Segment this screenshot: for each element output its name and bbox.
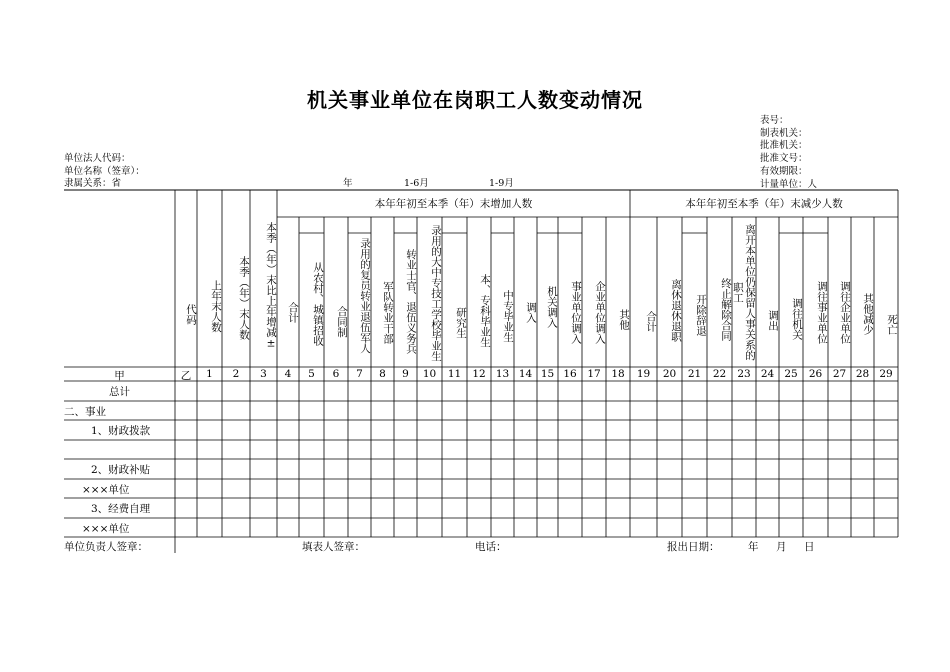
column-header: 从农村、城镇招收 xyxy=(312,262,324,346)
index-row-cell: 9 xyxy=(402,368,409,380)
index-row-cell: 23 xyxy=(737,368,751,380)
column-header: 研究生 xyxy=(455,307,467,339)
index-row-cell: 21 xyxy=(687,368,702,380)
page-title: 机关事业单位在岗职工人数变动情况 xyxy=(307,88,643,112)
index-row-cell: 24 xyxy=(760,368,775,380)
period-year: 年 xyxy=(343,178,353,189)
index-row-cell: 16 xyxy=(563,368,577,380)
meta-affiliation: 隶属关系：省 xyxy=(64,178,122,190)
column-header: 录用的复员转业退伍军人 xyxy=(359,237,371,354)
column-header: 离开本单位仍保留人事关系的职工 xyxy=(732,224,756,361)
index-row-cell: 15 xyxy=(540,368,555,380)
row-label: 二、事业 xyxy=(64,406,106,418)
index-row-cell: 12 xyxy=(472,368,486,380)
column-header: 本、专科毕业生 xyxy=(479,273,491,348)
period-q3: 1-9月 xyxy=(489,178,514,189)
column-header: 中专毕业生 xyxy=(502,290,514,343)
row-label: 2、财政补贴 xyxy=(91,464,151,476)
index-row-cell: 乙 xyxy=(180,370,192,382)
decrease-group-header: 本年年初至本季（年）末减少人数 xyxy=(685,198,843,210)
index-row-first: 甲 xyxy=(114,370,125,382)
column-header: 调往企业单位 xyxy=(839,281,851,344)
index-row-cell: 5 xyxy=(308,368,315,380)
footer-year: 年 xyxy=(748,541,759,553)
column-header: 调入 xyxy=(525,302,537,323)
column-header: 离休退休退职 xyxy=(670,279,682,342)
index-row-cell: 10 xyxy=(422,368,437,380)
column-header: 代码 xyxy=(185,303,197,325)
index-row-cell: 20 xyxy=(662,368,677,380)
row-label: ×××单位 xyxy=(82,523,130,535)
index-row-cell: 18 xyxy=(611,368,625,380)
meta-issuer: 制表机关： xyxy=(760,127,808,139)
index-row-cell: 4 xyxy=(284,368,292,380)
meta-form-no: 表号： xyxy=(760,115,789,126)
column-header: 转业士官、退伍义务兵 xyxy=(405,249,417,354)
column-header: 死亡 xyxy=(886,313,898,335)
meta-approval-no: 批准文号： xyxy=(760,153,808,165)
index-row-cell: 19 xyxy=(636,368,651,380)
column-header: 事业单位调入 xyxy=(570,281,582,344)
column-header: 其他 xyxy=(618,308,630,330)
footer-month: 月 xyxy=(776,541,787,553)
meta-unit-name: 单位名称（签章）： xyxy=(64,165,145,177)
column-header: 合计 xyxy=(287,302,299,323)
column-header: 调往机关 xyxy=(791,298,803,340)
index-row-cell: 3 xyxy=(260,368,267,380)
index-row-cell: 27 xyxy=(832,368,847,380)
column-header: 终止解除合同 xyxy=(720,278,732,341)
column-header: 录用的大中专技工学校毕业生 xyxy=(430,225,442,362)
column-header: 调出 xyxy=(767,310,779,331)
footer-leader: 单位负责人签章： xyxy=(64,541,148,553)
row-label: 1、财政拨款 xyxy=(91,425,151,437)
footer-date: 报出日期： xyxy=(667,541,720,553)
index-row-cell: 11 xyxy=(447,368,462,380)
index-row-cell: 1 xyxy=(206,368,213,380)
column-header: 本季（年）末人数 xyxy=(238,255,250,340)
meta-valid-period: 有效期限： xyxy=(760,165,808,177)
index-row-cell: 6 xyxy=(332,368,340,380)
column-header: 其他减少 xyxy=(862,293,874,335)
footer-day: 日 xyxy=(804,541,815,553)
column-header: 合同制 xyxy=(336,305,348,338)
row-label-total: 总计 xyxy=(109,386,130,398)
column-header: 机关调入 xyxy=(546,285,558,328)
increase-group-header: 本年年初至本季（年）末增加人数 xyxy=(374,198,533,210)
column-header: 企业单位调入 xyxy=(594,281,606,344)
index-row-cell: 7 xyxy=(356,368,363,380)
meta-unit: 计量单位：人 xyxy=(760,178,818,190)
meta-approver: 批准机关： xyxy=(760,140,808,152)
column-header: 本季（年）末比上年增减± xyxy=(265,221,277,350)
footer-filler: 填表人签章： xyxy=(302,541,365,553)
footer-phone: 电话： xyxy=(475,541,507,553)
column-header: 上年末人数 xyxy=(210,280,222,333)
index-row-cell: 17 xyxy=(587,368,601,380)
column-header: 开除辞退 xyxy=(695,293,707,336)
row-label: 3、经费自理 xyxy=(91,503,151,515)
index-row-cell: 2 xyxy=(232,368,240,380)
index-row-cell: 26 xyxy=(808,368,823,380)
index-row-cell: 22 xyxy=(712,368,727,380)
index-row-cell: 8 xyxy=(379,368,386,380)
index-row-cell: 29 xyxy=(879,368,893,380)
index-row-cell: 28 xyxy=(855,368,870,380)
column-header: 军队转业干部 xyxy=(382,281,394,344)
column-header: 合计 xyxy=(645,311,657,332)
row-label: ×××单位 xyxy=(82,484,130,496)
period-h1: 1-6月 xyxy=(404,178,429,189)
index-row-cell: 25 xyxy=(784,368,798,380)
index-row-cell: 14 xyxy=(518,368,533,380)
meta-legal-code: 单位法人代码： xyxy=(64,153,131,164)
column-header: 调往事业单位 xyxy=(816,281,828,344)
index-row-cell: 13 xyxy=(495,368,510,380)
